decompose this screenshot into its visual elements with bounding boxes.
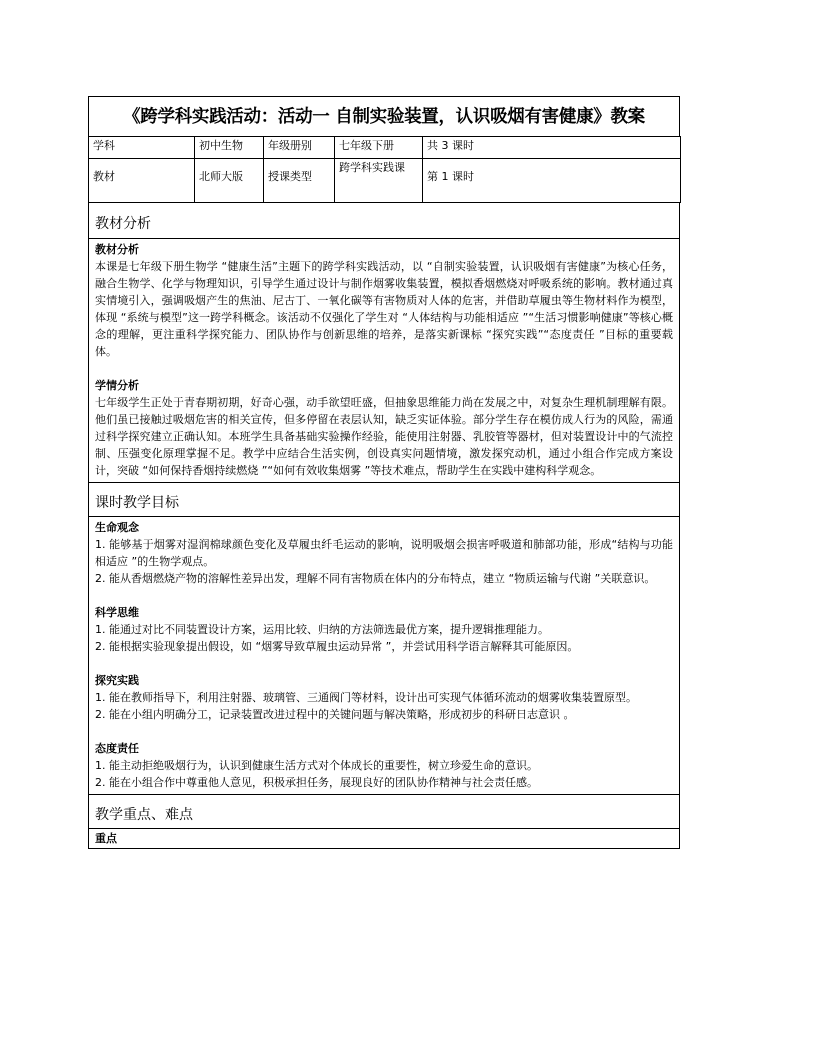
info-value-lesson-type: 跨学科实践课 (335, 159, 423, 203)
key-points-subtitle: 重点 (95, 832, 117, 845)
info-value-textbook: 北师大版 (195, 159, 264, 203)
info-label-grade: 年级册别 (264, 137, 335, 159)
objective-item: 2. 能在小组内明确分工，记录装置改进过程中的关键问题与解决策略，形成初步的科研日志意识 。 (95, 708, 575, 721)
objectives-heading: 课时教学目标 (89, 483, 679, 517)
objective-group-title: 探究实践 (95, 674, 139, 687)
objective-item: 1. 能通过对比不同装置设计方案，运用比较、归纳的方法筛选最优方案，提升逻辑推理能力。 (95, 623, 549, 636)
key-points-section (88, 795, 680, 849)
info-value-current-hour: 第 1 课时 (423, 159, 681, 203)
key-points-heading: 教学重点、难点 (89, 795, 679, 829)
info-value-subject: 初中生物 (195, 137, 264, 159)
objective-item: 2. 能从香烟燃烧产物的溶解性差异出发，理解不同有害物质在体内的分布特点，建立 “物质运输与代谢 ”关联意识。 (95, 572, 656, 585)
info-value-grade: 七年级下册 (335, 137, 423, 159)
analysis-heading: 教材分析 (89, 203, 679, 239)
textbook-analysis-subtitle: 教材分析 (95, 243, 139, 256)
textbook-analysis-text: 本课是七年级下册生物学 “健康生活”主题下的跨学科实践活动，以 “自制实验装置，认识吸烟有害健康”为核心任务，融合生物学、化学与物理知识，引导学生通过设计与制作烟雾收集装置，模拟香烟燃烧对呼吸系统的影响。教材通过真实情境引入，强调吸烟产生的焦油、尼古丁、一氧化碳等有害物质对人体的危害，并借助草履虫等生物材料作为模型，体现 “系统与模型”这一跨学科概念。该活动不仅强化了学生对 “人体结构与功能相适应 ”“生活习惯影响健康”等核心概念的理解，更注重科学探究能力、团队协作与创新思维的培养，是落实新课标 “探究实践”“态度责任 ”目标的重要载体。 (95, 260, 673, 358)
info-label-subject: 学科 (89, 137, 195, 159)
objective-item: 1. 能够基于烟雾对湿润棉球颜色变化及草履虫纤毛运动的影响，说明吸烟会损害呼吸道和肺部功能，形成“结构与功能相适应 ”的生物学观点。 (95, 538, 673, 568)
info-label-lesson-type: 授课类型 (264, 159, 335, 203)
document-title: 《跨学科实践活动：活动一 自制实验装置，认识吸烟有害健康》教案 (88, 96, 680, 136)
course-info-table (88, 136, 681, 203)
info-label-textbook: 教材 (89, 159, 195, 203)
student-analysis-subtitle: 学情分析 (95, 379, 139, 392)
lesson-plan-document (88, 96, 680, 849)
analysis-section (88, 203, 680, 483)
info-value-total-hours: 共 3 课时 (423, 137, 681, 159)
objectives-section (88, 483, 680, 795)
info-row-textbook (89, 159, 681, 203)
objective-item: 2. 能根据实验现象提出假设，如 “烟雾导致草履虫运动异常 ”，并尝试用科学语言解释其可能原因。 (95, 640, 579, 653)
student-analysis-text: 七年级学生正处于青春期初期，好奇心强，动手欲望旺盛，但抽象思维能力尚在发展之中，对复杂生理机制理解有限。他们虽已接触过吸烟危害的相关宣传，但多停留在表层认知，缺乏实证体验。部分学生存在模仿成人行为的风险，需通过科学探究建立正确认知。本班学生具备基础实验操作经验，能使用注射器、乳胶管等器材，但对装置设计中的气流控制、压强变化原理掌握不足。教学中应结合生活实例，创设真实问题情境，激发探究动机，通过小组合作完成方案设计，突破 “如何保持香烟持续燃烧 ”“如何有效收集烟雾 ”等技术难点，帮助学生在实践中建构科学观念。 (95, 396, 673, 477)
objective-group-title: 科学思维 (95, 606, 139, 619)
info-row-subject (89, 137, 681, 159)
objective-item: 2. 能在小组合作中尊重他人意见，积极承担任务，展现良好的团队协作精神与社会责任感。 (95, 776, 538, 789)
objective-group-title: 生命观念 (95, 521, 139, 534)
objective-item: 1. 能主动拒绝吸烟行为，认识到健康生活方式对个体成长的重要性，树立珍爱生命的意识。 (95, 759, 538, 772)
objective-item: 1. 能在教师指导下，利用注射器、玻璃管、三通阀门等材料，设计出可实现气体循环流动的烟雾收集装置原型。 (95, 691, 637, 704)
objective-group-title: 态度责任 (95, 742, 139, 755)
